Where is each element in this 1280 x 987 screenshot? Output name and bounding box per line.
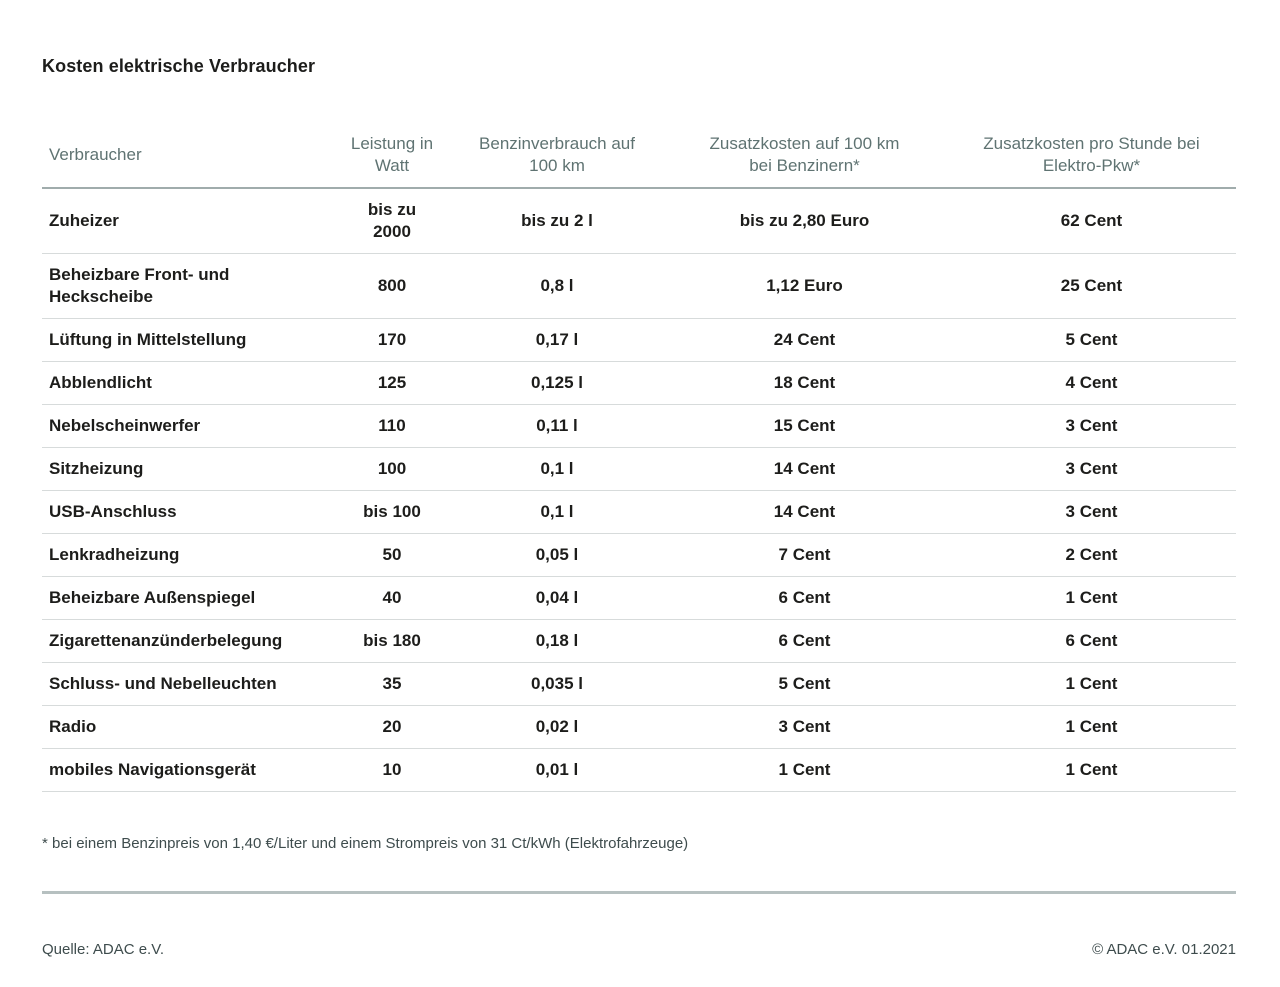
table-row: [42, 663, 1236, 706]
table-row: [42, 749, 1236, 792]
table-cell: 3 Cent: [947, 491, 1236, 534]
table-cell: Zigarettenanzünderbelegung: [42, 620, 332, 663]
table-cell: 50: [332, 534, 452, 577]
footer: [42, 940, 1236, 959]
table-cell: Beheizbare Außenspiegel: [42, 577, 332, 620]
table-header-row: [42, 133, 1236, 188]
table-row: [42, 254, 1236, 319]
table-cell: Abblendlicht: [42, 362, 332, 405]
page-title: Kosten elektrische Verbraucher: [42, 56, 316, 76]
table-cell: 1,12 Euro: [662, 254, 947, 319]
table-cell: 100: [332, 448, 452, 491]
table-cell: 0,8 l: [452, 254, 662, 319]
table-cell: 3 Cent: [947, 405, 1236, 448]
table-cell: 0,18 l: [452, 620, 662, 663]
source-credit: Quelle: ADAC e.V.: [42, 941, 165, 958]
column-header-leistung: Leistung in Watt: [332, 133, 452, 188]
table-row: [42, 319, 1236, 362]
table-cell: bis 100: [332, 491, 452, 534]
table-cell: 1 Cent: [947, 577, 1236, 620]
table-row: [42, 405, 1236, 448]
table-cell: 25 Cent: [947, 254, 1236, 319]
table-cell: 110: [332, 405, 452, 448]
table-cell: mobiles Navigationsgerät: [42, 749, 332, 792]
table-cell: 14 Cent: [662, 491, 947, 534]
table-cell: 14 Cent: [662, 448, 947, 491]
table-cell: 5 Cent: [662, 663, 947, 706]
table-row: [42, 448, 1236, 491]
table-cell: Schluss- und Nebelleuchten: [42, 663, 332, 706]
table-cell: 0,11 l: [452, 405, 662, 448]
table-cell: 0,02 l: [452, 706, 662, 749]
table-body: [42, 188, 1236, 792]
table-row: [42, 188, 1236, 254]
table-cell: 1 Cent: [947, 663, 1236, 706]
table-cell: 10: [332, 749, 452, 792]
table-cell: 0,04 l: [452, 577, 662, 620]
table-cell: 0,01 l: [452, 749, 662, 792]
table-cell: 3 Cent: [947, 448, 1236, 491]
table-cell: 1 Cent: [947, 749, 1236, 792]
table-cell: 35: [332, 663, 452, 706]
table-cell: Beheizbare Front- und Heckscheibe: [42, 254, 332, 319]
table-cell: Radio: [42, 706, 332, 749]
table-cell: Zuheizer: [42, 188, 332, 254]
table-cell: 4 Cent: [947, 362, 1236, 405]
column-header-zusatzkosten-benziner: Zusatzkosten auf 100 km bei Benzinern*: [662, 133, 947, 188]
table-row: [42, 620, 1236, 663]
table-cell: 62 Cent: [947, 188, 1236, 254]
table-cell: 1 Cent: [947, 706, 1236, 749]
column-header-benzinverbrauch: Benzinverbrauch auf 100 km: [452, 133, 662, 188]
table-cell: 0,035 l: [452, 663, 662, 706]
table-cell: 125: [332, 362, 452, 405]
table-cell: bis zu 2000: [332, 188, 452, 254]
table-cell: 2 Cent: [947, 534, 1236, 577]
table-cell: bis zu 2,80 Euro: [662, 188, 947, 254]
table-cell: 0,1 l: [452, 448, 662, 491]
table-cell: bis 180: [332, 620, 452, 663]
table-cell: 6 Cent: [947, 620, 1236, 663]
table-cell: 15 Cent: [662, 405, 947, 448]
column-header-zusatzkosten-elektro: Zusatzkosten pro Stunde bei Elektro-Pkw*: [947, 133, 1236, 188]
table-cell: 0,17 l: [452, 319, 662, 362]
table-cell: 24 Cent: [662, 319, 947, 362]
table-cell: 5 Cent: [947, 319, 1236, 362]
table-row: [42, 362, 1236, 405]
column-header-verbraucher: Verbraucher: [42, 133, 332, 188]
table-row: [42, 706, 1236, 749]
table-cell: 0,125 l: [452, 362, 662, 405]
table-cell: 18 Cent: [662, 362, 947, 405]
table-row: [42, 491, 1236, 534]
bottom-divider: [42, 891, 1236, 894]
table-cell: bis zu 2 l: [452, 188, 662, 254]
table-row: [42, 577, 1236, 620]
table-cell: 0,05 l: [452, 534, 662, 577]
copyright-notice: © ADAC e.V. 01.2021: [1092, 941, 1236, 958]
table-cell: USB-Anschluss: [42, 491, 332, 534]
table-cell: 20: [332, 706, 452, 749]
table-cell: 170: [332, 319, 452, 362]
table-cell: 6 Cent: [662, 577, 947, 620]
table-cell: 800: [332, 254, 452, 319]
table-cell: 7 Cent: [662, 534, 947, 577]
table-cell: Sitzheizung: [42, 448, 332, 491]
footnote: * bei einem Benzinpreis von 1,40 €/Liter und einem Strompreis von 31 Ct/kWh (Elektrofahrzeuge): [42, 835, 689, 852]
table-cell: 3 Cent: [662, 706, 947, 749]
table-cell: Lenkradheizung: [42, 534, 332, 577]
table-row: [42, 534, 1236, 577]
table-cell: 6 Cent: [662, 620, 947, 663]
table-cell: Lüftung in Mittelstellung: [42, 319, 332, 362]
table-header: [42, 133, 1236, 188]
table-cell: Nebelscheinwerfer: [42, 405, 332, 448]
table-cell: 40: [332, 577, 452, 620]
table-cell: 1 Cent: [662, 749, 947, 792]
cost-table: [42, 133, 1236, 792]
table-cell: 0,1 l: [452, 491, 662, 534]
